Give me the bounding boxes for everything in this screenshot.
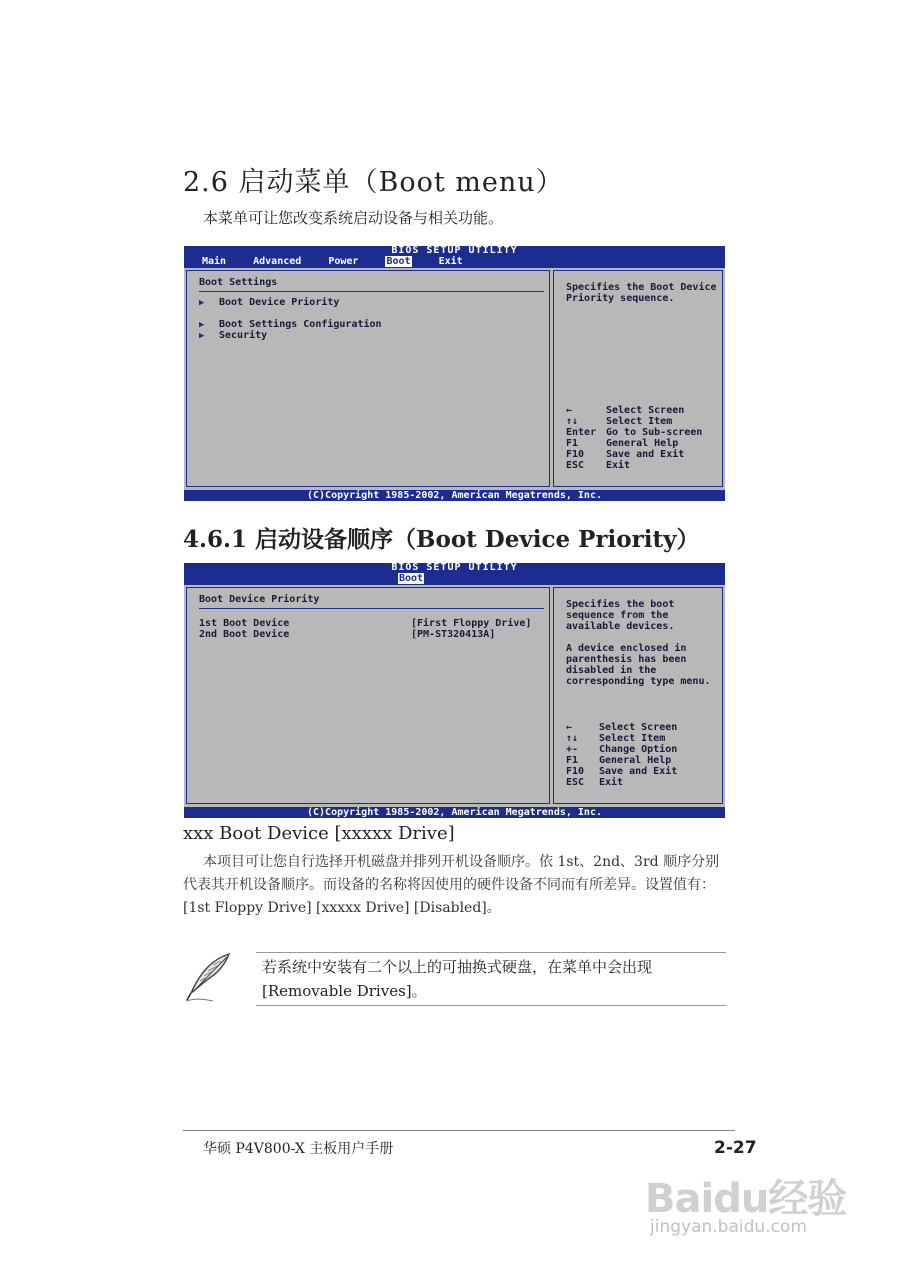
panel-heading: Boot Settings — [199, 277, 278, 288]
watermark — [640, 1155, 860, 1255]
left-arrow-icon: ← — [566, 722, 573, 733]
key-row: F1 General Help — [566, 438, 679, 449]
key-row: ← Select Screen — [566, 722, 678, 733]
panel-heading: Boot Device Priority — [199, 594, 320, 605]
up-down-arrow-icon: ↑↓ — [566, 416, 579, 427]
row-label: 1st Boot Device — [199, 618, 290, 629]
boot-device-row-1st[interactable] — [199, 618, 539, 629]
row-label: 2nd Boot Device — [199, 629, 290, 640]
bios-main-panel — [186, 587, 550, 804]
submenu-arrow-icon: ▶ — [199, 320, 205, 330]
bios-title-bar — [184, 563, 725, 585]
key-row: ↑↓ Select Item — [566, 733, 666, 744]
row-value[interactable]: [PM-ST320413A] — [411, 629, 496, 640]
menu-item-boot-device-priority[interactable]: ▶ Boot Device Priority — [199, 297, 340, 308]
note-divider-top — [256, 952, 726, 953]
item-heading: xxx Boot Device [xxxxx Drive] — [183, 823, 455, 844]
key-row: ↑↓ Select Item — [566, 416, 673, 427]
bios-title: BIOS SETUP UTILITY — [391, 562, 518, 573]
help-text-disabled-note: A device enclosed in parenthesis has been disabled in the corresponding type menu. — [566, 643, 711, 687]
baidu-watermark-logo: Baidu经验 — [645, 1176, 847, 1222]
tab-boot[interactable]: Boot — [399, 573, 424, 584]
section-intro: 本菜单可让您改变系统启动设备与相关功能。 — [203, 209, 504, 227]
subsection-title: 4.6.1 启动设备顺序（Boot Device Priority） — [183, 526, 700, 553]
bios-copyright-bar: (C)Copyright 1985-2002, American Megatrends, Inc. — [184, 490, 725, 501]
menu-item-security[interactable]: ▶ Security — [199, 330, 268, 341]
bios-screen-boot-device-priority — [184, 563, 725, 818]
key-row: Enter Go to Sub-screen — [566, 427, 703, 438]
key-row: ESC Exit — [566, 777, 624, 788]
tab-main[interactable]: Main — [202, 256, 227, 267]
key-row: ESC Exit — [566, 460, 631, 471]
boot-device-row-2nd[interactable] — [199, 629, 539, 640]
bios-copyright-bar: (C)Copyright 1985-2002, American Megatrends, Inc. — [184, 807, 725, 818]
left-arrow-icon: ← — [566, 405, 573, 416]
bios-help-panel — [553, 270, 723, 487]
bios-title-bar — [184, 246, 725, 268]
bios-tabs — [202, 256, 484, 267]
key-legend — [566, 405, 702, 471]
key-row: +- Change Option — [566, 744, 678, 755]
key-row: F10 Save and Exit — [566, 766, 678, 777]
panel-divider — [199, 291, 544, 292]
bios-screen-boot-menu — [184, 246, 725, 501]
row-value[interactable]: [First Floppy Drive] — [411, 618, 532, 629]
submenu-arrow-icon: ▶ — [199, 298, 205, 308]
help-text: Specifies the Boot Device Priority sequence. — [566, 282, 717, 304]
tab-power[interactable]: Power — [328, 256, 359, 267]
key-row: ← Select Screen — [566, 405, 685, 416]
bios-title: BIOS SETUP UTILITY — [391, 245, 518, 256]
bios-main-panel — [186, 270, 550, 487]
footer-manual-title: 华硕 P4V800-X 主板用户手册 — [203, 1141, 394, 1157]
note-text: 若系统中安装有二个以上的可抽换式硬盘，在菜单中会出现 [Removable Drives]。 — [262, 958, 653, 1000]
help-text: Specifies the boot sequence from the available devices. — [566, 599, 675, 632]
panel-divider — [199, 608, 544, 609]
watermark-url: jingyan.baidu.com — [650, 1217, 807, 1237]
key-row: F10 Save and Exit — [566, 449, 685, 460]
item-description: 本项目可让您自行选择开机磁盘并排列开机设备顺序。依 1st、2nd、3rd 顺序分别代表其开机设备顺序。而设备的名称将因使用的硬件设备不同而有所差异。设置值有：[1st Floppy Drive] [xxxxx Drive] [Disabled]。 — [183, 854, 720, 916]
key-legend — [566, 722, 677, 788]
up-down-arrow-icon: ↑↓ — [566, 733, 579, 744]
feather-pen-icon — [183, 951, 235, 1003]
key-row: F1 General Help — [566, 755, 672, 766]
tab-advanced[interactable]: Advanced — [253, 256, 302, 267]
section-title: 2.6 启动菜单（Boot menu） — [183, 167, 564, 198]
menu-item-boot-settings-configuration[interactable]: ▶ Boot Settings Configuration — [199, 319, 382, 330]
note-divider-bottom — [256, 1005, 726, 1006]
tab-exit[interactable]: Exit — [438, 256, 463, 267]
tab-boot[interactable]: Boot — [386, 256, 411, 267]
submenu-arrow-icon: ▶ — [199, 331, 205, 341]
footer-divider — [183, 1130, 735, 1131]
page-number: 2-27 — [714, 1138, 757, 1158]
bios-help-panel — [553, 587, 723, 804]
